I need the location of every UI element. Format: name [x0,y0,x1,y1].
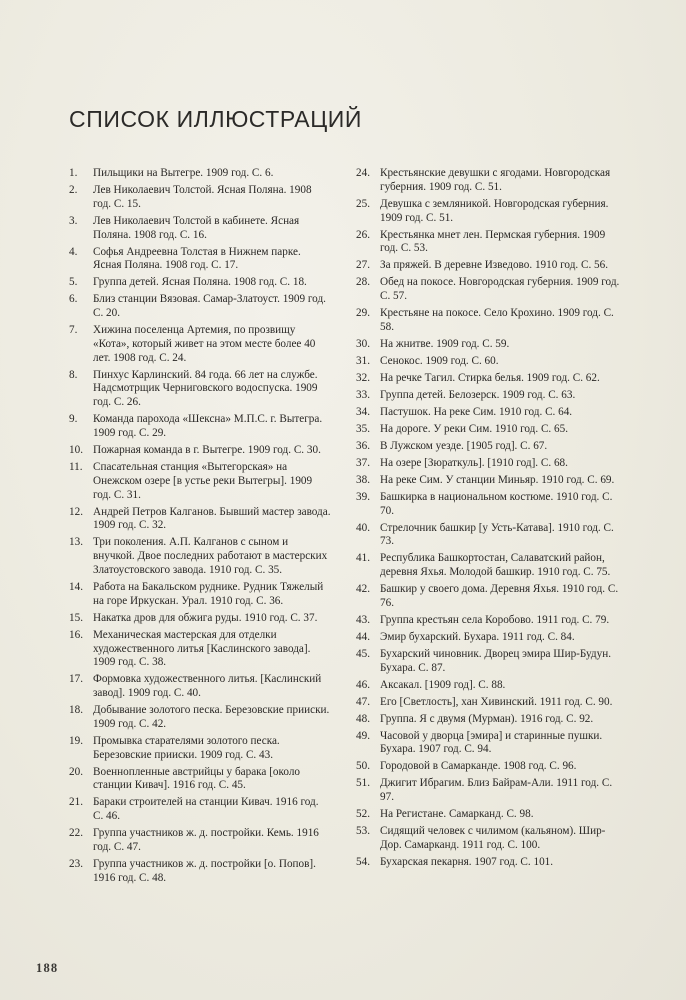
list-item [356,631,626,645]
item-caption: Три поколения. А.П. Калганов с сыном и внучкой. Двое последних работают в мастерских Златоустовского завода. 1910 год. С. 35. [93,536,328,576]
item-number: 47. [356,695,370,708]
list-item [356,825,626,853]
item-number: 45. [356,647,370,660]
list-item [69,184,331,212]
item-caption: Механическая мастерская для отделки художественного литья [Каслинского завода]. 1909 год. С. 38. [93,628,311,669]
item-caption: Работа на Бакальском руднике. Рудник Тяжелый на горе Иркускан. Урал. 1910 год. С. 36. [93,580,324,607]
item-number: 10. [69,444,83,457]
item-caption: Добывание золотого песка. Березовские прииски. 1909 год. С. 42. [93,704,330,730]
item-caption: Группа. Я с двумя (Мурман). 1916 год. С. 92. [380,712,594,725]
item-caption: Промывка старателями золотого песка. Березовские прииски. 1909 год. С. 43. [93,734,280,761]
item-caption: На жнитве. 1909 год. С. 59. [380,337,510,350]
list-item [69,506,331,534]
item-number: 19. [69,734,83,747]
item-number: 39. [356,490,370,503]
list-item [356,856,626,870]
item-number: 14. [69,580,83,593]
item-number: 42. [356,583,370,596]
item-caption: Бухарская пекарня. 1907 год. С. 101. [380,855,554,868]
item-number: 25. [356,197,370,210]
item-caption: Сидящий человек с чилимом (кальяном). Шир-Дор. Самарканд. 1911 год. С. 100. [380,825,606,851]
item-caption: Бараки строителей на станции Кивач. 1916 год. С. 46. [93,796,319,823]
item-caption: Лев Николаевич Толстой в кабинете. Ясная Поляна. 1908 год. С. 16. [93,214,300,241]
item-number: 27. [356,259,370,272]
item-caption: Джигит Ибрагим. Близ Байрам-Али. 1911 год. С. 97. [380,777,613,804]
item-number: 9. [69,413,78,426]
item-number: 48. [356,712,370,725]
item-caption: Лев Николаевич Толстой. Ясная Поляна. 1908 год. С. 15. [93,183,312,210]
item-caption: Девушка с земляникой. Новгородская губерния. 1909 год. С. 51. [380,197,609,224]
list-item [356,614,626,628]
list-item [69,369,331,410]
list-item [69,293,331,321]
item-caption: Башкир у своего дома. Деревня Яхья. 1910 год. С. 76. [380,583,619,609]
item-number: 51. [356,777,370,790]
item-number: 32. [356,371,370,384]
item-caption: За пряжей. В деревне Изведово. 1910 год. С. 56. [380,259,609,272]
item-caption: На озере [Зюраткуль]. [1910 год]. С. 68. [380,456,568,469]
list-item [356,522,626,550]
list-item [356,423,626,437]
list-item [356,552,626,580]
item-number: 7. [69,324,78,337]
item-number: 41. [356,552,370,565]
list-item [69,444,331,458]
item-caption: Группа участников ж. д. постройки. Кемь. 1916 год. С. 47. [93,827,319,853]
item-number: 35. [356,422,370,435]
item-number: 49. [356,729,370,742]
item-caption: Аксакал. [1909 год]. С. 88. [380,678,506,691]
list-item [356,713,626,727]
item-number: 37. [356,456,370,469]
list-item [356,491,626,519]
item-caption: Близ станции Вязовая. Самар-Златоуст. 1909 год. С. 20. [93,293,326,320]
list-item [69,796,331,824]
item-caption: Софья Андреевна Толстая в Нижнем парке. Ясная Поляна. 1908 год. С. 17. [93,245,301,272]
item-number: 44. [356,630,370,643]
item-number: 33. [356,388,370,401]
item-caption: Группа детей. Ясная Поляна. 1908 год. С. 18. [93,276,307,289]
item-caption: Крестьянские девушки с ягодами. Новгородская губерния. 1909 год. С. 51. [380,167,611,193]
item-number: 6. [69,293,78,306]
item-caption: Группа крестьян села Коробово. 1911 год. С. 79. [380,613,610,626]
list-item [356,229,626,257]
item-number: 53. [356,825,370,838]
item-caption: Крестьяне на покосе. Село Крохино. 1909 год. С. 58. [380,307,614,333]
list-item [69,215,331,243]
item-caption: Группа детей. Белозерск. 1909 год. С. 63. [380,388,576,401]
item-number: 52. [356,808,370,821]
item-number: 21. [69,796,83,809]
item-number: 34. [356,405,370,418]
list-item [69,858,331,886]
item-caption: Городовой в Самарканде. 1908 год. С. 96. [380,760,577,773]
list-item [356,457,626,471]
list-item [356,389,626,403]
item-number: 18. [69,704,83,717]
list-item [69,581,331,609]
item-number: 17. [69,673,83,686]
list-item [356,696,626,710]
item-caption: Бухарский чиновник. Дворец эмира Шир-Будун. Бухара. С. 87. [380,647,611,674]
item-caption: Республика Башкортостан, Салаватский район, деревня Яхья. Молодой башкир. 1910 год. С. 75. [380,552,611,579]
item-number: 54. [356,855,370,868]
list-item [356,760,626,774]
item-caption: Спасательная станция «Вытегорская» на Онежском озере [в устье реки Вытегры]. 1909 год. С. 31. [93,461,313,501]
item-caption: Крестьянка мнет лен. Пермская губерния. 1909 год. С. 53. [380,228,606,255]
list-item [69,735,331,763]
list-item [356,167,626,195]
list-item [356,648,626,676]
list-item [69,276,331,290]
item-caption: Команда парохода «Шексна» М.П.С. г. Вытегра. 1909 год. С. 29. [93,413,323,440]
list-item [69,629,331,670]
list-item [356,406,626,420]
item-number: 20. [69,765,83,778]
item-caption: Стрелочник башкир [у Усть-Катава]. 1910 год. С. 73. [380,521,614,548]
list-item [356,474,626,488]
list-item [356,583,626,611]
list-item [69,612,331,626]
item-caption: В Лужском уезде. [1905 год]. С. 67. [380,439,548,452]
item-number: 50. [356,760,370,773]
list-item [69,536,331,577]
item-number: 31. [356,354,370,367]
item-number: 12. [69,505,83,518]
item-caption: На Регистане. Самарканд. С. 98. [380,808,534,821]
item-caption: Андрей Петров Калганов. Бывший мастер завода. 1909 год. С. 32. [93,505,331,532]
list-item [69,461,331,502]
item-caption: Группа участников ж. д. постройки [о. Попов]. 1916 год. С. 48. [93,857,316,884]
list-item [356,307,626,335]
list-item [356,355,626,369]
list-item [356,440,626,454]
item-number: 38. [356,473,370,486]
item-number: 1. [69,167,78,179]
list-item [356,777,626,805]
item-caption: Обед на покосе. Новгородская губерния. 1909 год. С. 57. [380,276,620,303]
item-number: 2. [69,183,78,196]
illustration-list-right [356,167,626,873]
list-item [69,413,331,441]
item-number: 16. [69,628,83,641]
list-item [69,324,331,365]
item-caption: На реке Сим. У станции Миньяр. 1910 год. С. 69. [380,473,615,486]
item-caption: Пильщики на Вытегре. 1909 год. С. 6. [93,167,274,179]
item-number: 26. [356,228,370,241]
illustration-list-left [69,167,331,889]
list-item [356,808,626,822]
item-number: 28. [356,276,370,289]
item-caption: Башкирка в национальном костюме. 1910 год. С. 70. [380,490,613,517]
list-item [69,766,331,794]
list-item [356,679,626,693]
item-number: 36. [356,439,370,452]
list-item [356,338,626,352]
list-item [356,198,626,226]
item-number: 40. [356,521,370,534]
item-number: 11. [69,461,83,474]
page-title: СПИСОК ИЛЛЮСТРАЦИЙ [69,106,363,132]
list-item [356,730,626,758]
item-caption: Часовой у дворца [эмира] и старинные пушки. Бухара. 1907 год. С. 94. [380,729,603,756]
item-number: 24. [356,167,370,179]
item-caption: На речке Тагил. Стирка белья. 1909 год. С. 62. [380,371,600,384]
item-number: 3. [69,214,78,227]
item-number: 29. [356,307,370,320]
list-item [69,704,331,732]
item-number: 15. [69,611,83,624]
item-caption: Накатка дров для обжига руды. 1910 год. С. 37. [93,611,318,624]
list-item [69,246,331,274]
item-number: 46. [356,678,370,691]
item-caption: Военнопленные австрийцы у барака [около станции Кивач]. 1916 год. С. 45. [93,765,301,792]
list-item [69,673,331,701]
item-caption: На дороге. У реки Сим. 1910 год. С. 65. [380,422,569,435]
item-number: 8. [69,368,78,381]
item-caption: Эмир бухарский. Бухара. 1911 год. С. 84. [380,630,575,643]
item-number: 23. [69,857,83,870]
item-caption: Сенокос. 1909 год. С. 60. [380,354,499,367]
item-caption: Пинхус Карлинский. 84 года. 66 лет на службе. Надсмотрщик Черниговского водоспуска. 1909 год. С. 26. [93,368,318,409]
item-number: 43. [356,613,370,626]
list-item [69,827,331,855]
list-item [69,167,331,181]
list-item [356,259,626,273]
item-number: 4. [69,245,78,258]
item-number: 22. [69,827,83,840]
item-caption: Формовка художественного литья. [Каслинский завод]. 1909 год. С. 40. [93,673,322,700]
item-caption: Хижина поселенца Артемия, по прозвищу «Кота», который живет на этом месте более 40 лет. 1908 год. С. 24. [93,324,316,364]
item-number: 13. [69,536,83,549]
item-caption: Его [Светлость], хан Хивинский. 1911 год. С. 90. [380,695,613,708]
list-item [356,276,626,304]
item-caption: Пожарная команда в г. Вытегре. 1909 год. С. 30. [93,444,321,457]
item-number: 30. [356,337,370,350]
item-number: 5. [69,276,78,289]
item-caption: Пастушок. На реке Сим. 1910 год. С. 64. [380,405,573,418]
list-item [356,372,626,386]
page-number: 188 [36,961,59,975]
